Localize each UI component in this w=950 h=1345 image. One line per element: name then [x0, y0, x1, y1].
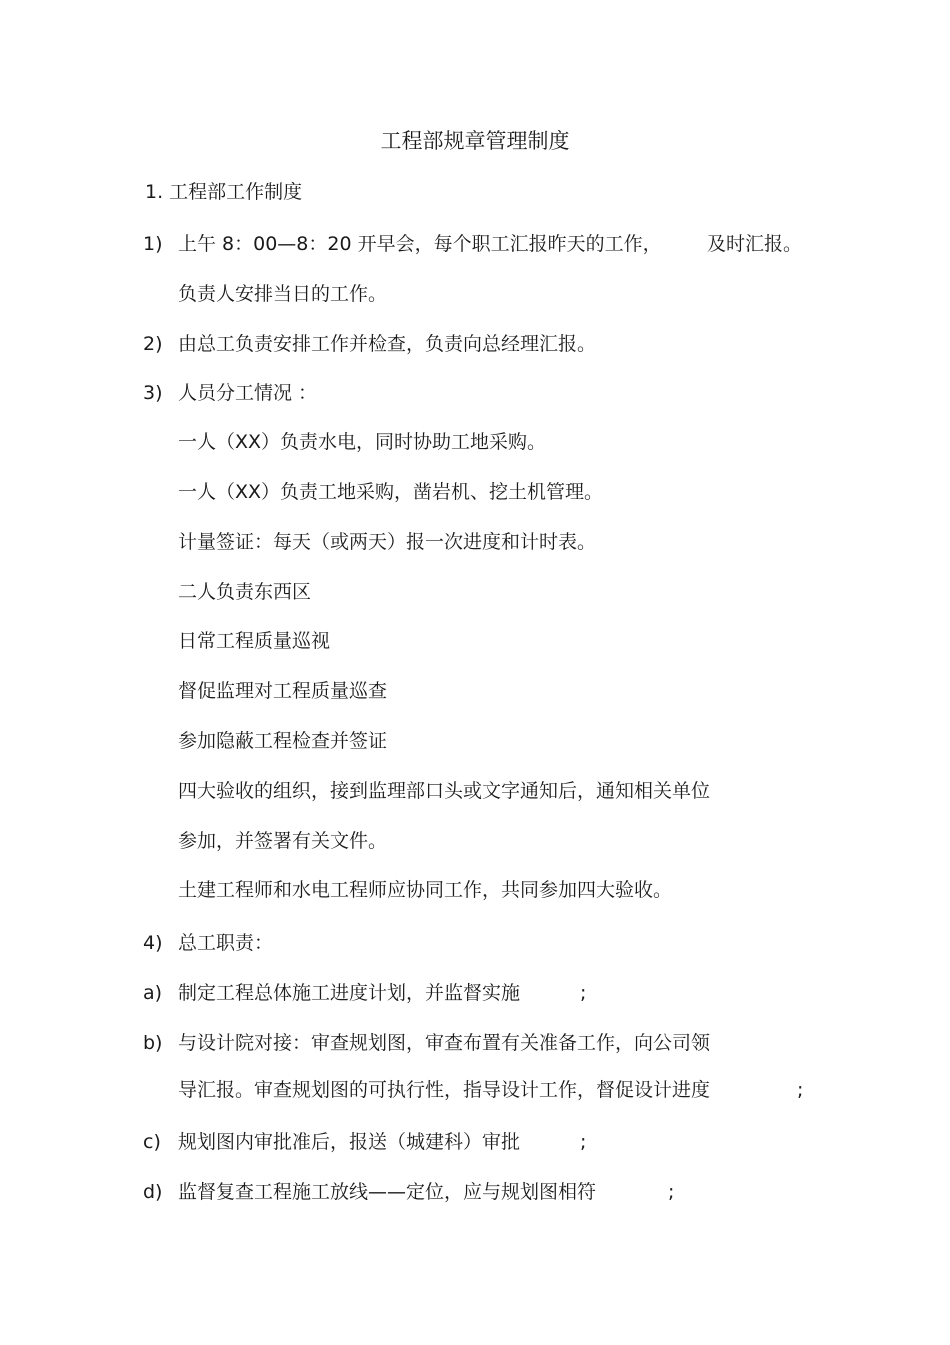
duty-marker: d)	[143, 1181, 163, 1203]
assignment-line: 一人（XX）负责水电，同时协助工地采购。	[178, 431, 547, 453]
duty-marker: c)	[143, 1131, 161, 1153]
item-text: 人员分工情况 ：	[178, 382, 318, 404]
document-title: 工程部规章管理制度	[380, 129, 570, 153]
assignment-line: 一人（XX）负责工地采购，凿岩机、挖土机管理。	[178, 481, 604, 503]
item-text: 上午 8：00—8：20 开早会，每个职工汇报昨天的工作，	[178, 233, 662, 255]
assignment-line: 二人负责东西区	[178, 581, 312, 603]
item-text: 由总工负责安排工作并检查，负责向总经理汇报。	[178, 333, 597, 355]
duty-text-tail: ;	[580, 982, 587, 1004]
item-marker: 2)	[143, 333, 163, 355]
item-text: 总工职责：	[178, 932, 274, 954]
assignment-line: 计量签证：每天（或两天）报一次进度和计时表。	[178, 531, 597, 553]
assignment-line: 参加，并签署有关文件。	[178, 830, 388, 852]
assignment-line: 日常工程质量巡视	[178, 630, 331, 652]
assignment-line: 参加隐蔽工程检查并签证	[178, 730, 388, 752]
item-marker: 4)	[143, 932, 163, 954]
duty-text: 监督复查工程施工放线——定位，应与规划图相符	[178, 1181, 597, 1203]
duty-text-tail: ;	[580, 1131, 587, 1153]
item-marker: 1)	[143, 233, 163, 255]
section-heading: 1. 工程部工作制度	[145, 181, 303, 203]
duty-text: 制定工程总体施工进度计划，并监督实施	[178, 982, 521, 1004]
duty-text: 导汇报。审查规划图的可执行性，指导设计工作，督促设计进度	[178, 1079, 711, 1101]
item-text-tail: 及时汇报。	[707, 233, 803, 255]
item-marker: 3)	[143, 382, 163, 404]
assignment-line: 土建工程师和水电工程师应协同工作，共同参加四大验收。	[178, 879, 673, 901]
duty-text-tail: ;	[668, 1181, 675, 1203]
duty-marker: b)	[143, 1032, 163, 1054]
assignment-line: 督促监理对工程质量巡查	[178, 680, 388, 702]
duty-text-tail: ;	[797, 1079, 804, 1101]
duty-marker: a)	[143, 982, 163, 1004]
duty-text: 规划图内审批准后，报送（城建科）审批	[178, 1131, 521, 1153]
assignment-line: 四大验收的组织，接到监理部口头或文字通知后，通知相关单位	[178, 780, 711, 802]
item-text: 负责人安排当日的工作。	[178, 283, 388, 305]
duty-text: 与设计院对接：审查规划图，审查布置有关准备工作，向公司领	[178, 1032, 711, 1054]
